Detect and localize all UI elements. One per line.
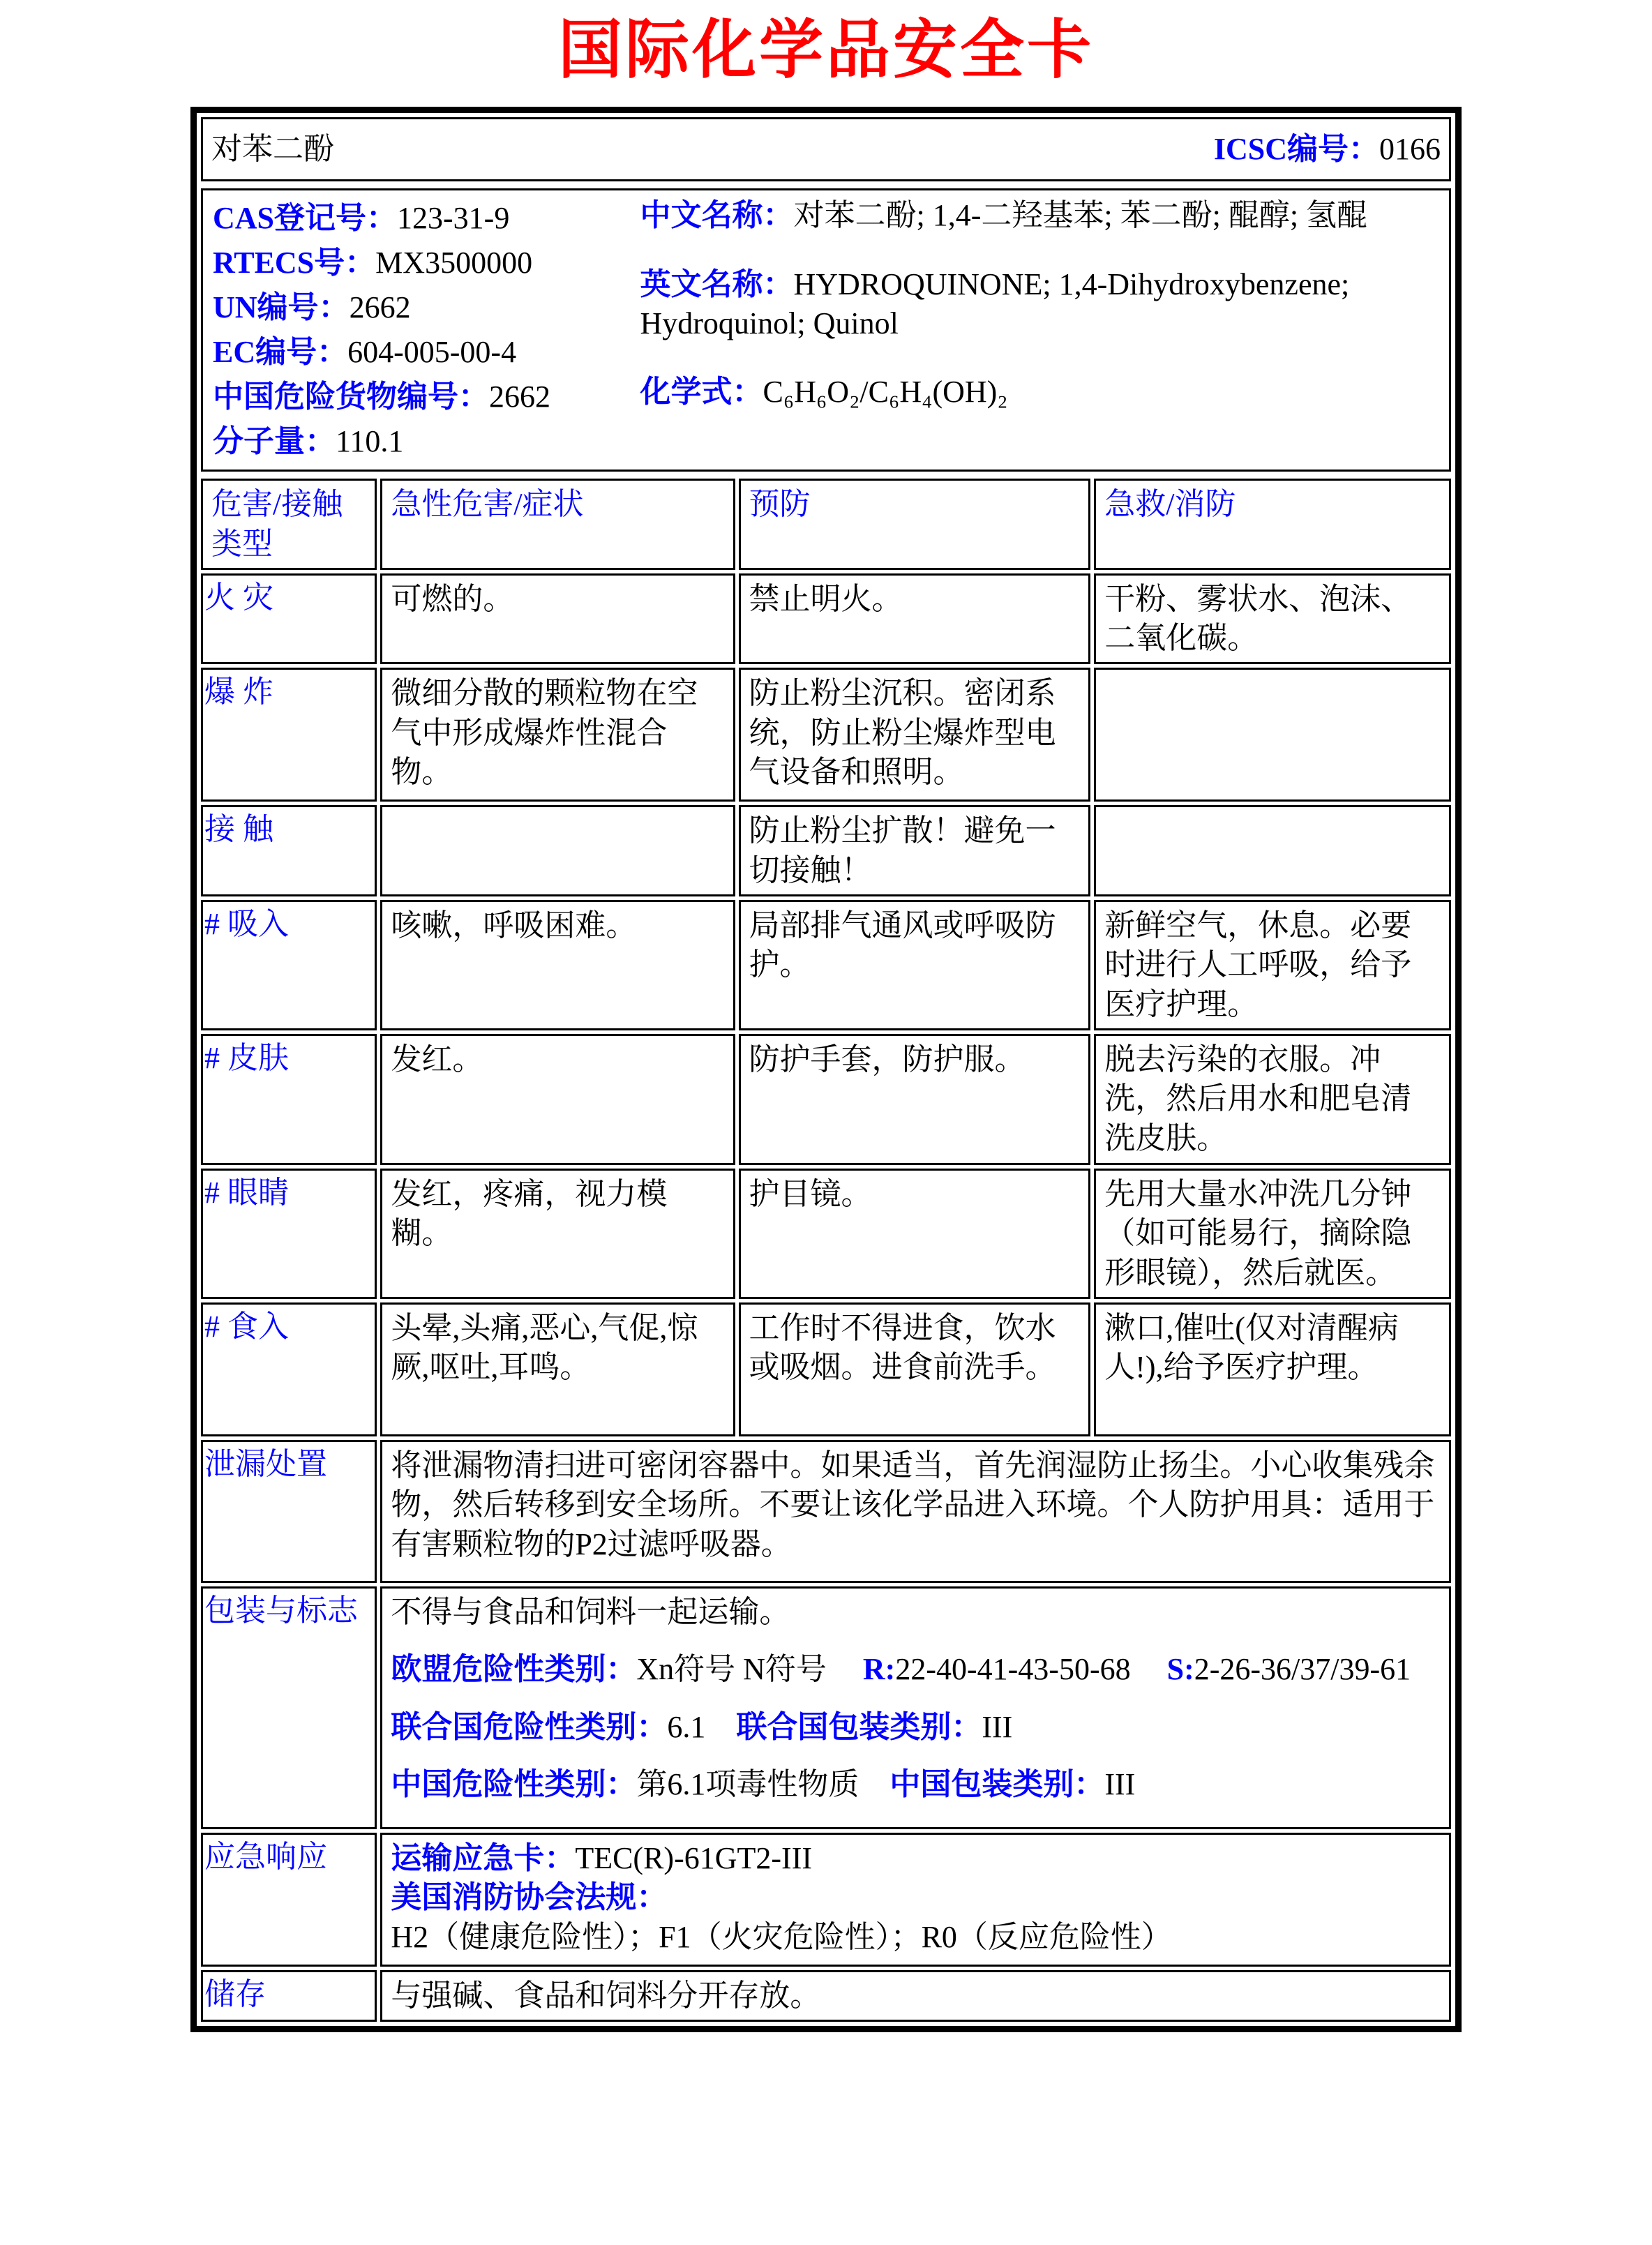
fire-prevention: 禁止明火。 (739, 573, 1091, 665)
identifier-value: 123-31-9 (397, 201, 510, 236)
ingestion-response: 漱口,催吐(仅对清醒病人!),给予医疗护理。 (1094, 1302, 1451, 1436)
packaging-labelling-row (201, 1586, 1451, 1829)
row-label-emergency: 应急响应 (201, 1833, 377, 1967)
ingestion-prevention: 工作时不得进食，饮水或吸烟。进食前洗手。 (739, 1302, 1091, 1436)
substance-header-cell (201, 117, 1451, 181)
emergency-response-content (380, 1833, 1451, 1967)
hazard-row-inhalation (201, 900, 1451, 1030)
exposure-prevention: 防止粉尘扩散！避免一切接触！ (739, 805, 1091, 896)
identifier-cas (213, 196, 636, 241)
identification-cell (201, 188, 1451, 472)
packaging-labelling-content (380, 1586, 1451, 1829)
english-name-value: HYDROQUINONE; 1,4-Dihydroxybenzene; Hydroquinol; Quinol (640, 266, 1350, 340)
row-label-exposure: 接 触 (201, 805, 377, 896)
row-label-skin: # 皮肤 (201, 1034, 377, 1165)
eu-classification-line (391, 1650, 1441, 1689)
header-prevention: 预防 (739, 479, 1091, 570)
s-phrases-value: 2-26-36/37/39-61 (1194, 1652, 1411, 1687)
tec-card-value: TEC(R)-61GT2-III (575, 1840, 812, 1875)
substance-name: 对苯二酚 (211, 132, 334, 167)
identifier-label: CAS登记号： (213, 201, 398, 236)
formula-value: C₆H₆O₂/C₆H₄(OH)₂ (763, 375, 1008, 410)
header-hazard-type: 危害/接触类型 (201, 479, 377, 570)
eyes-prevention: 护目镜。 (739, 1169, 1091, 1299)
name-list (636, 196, 1439, 464)
chinese-name-block (640, 196, 1439, 235)
tec-card-label: 运输应急卡： (391, 1840, 576, 1875)
row-label-spill: 泄漏处置 (201, 1440, 377, 1583)
storage-row (201, 1970, 1451, 2022)
hazard-row-explosion (201, 668, 1451, 802)
cn-pack-value: III (1104, 1766, 1136, 1801)
chinese-name-value: 对苯二酚; 1,4-二羟基苯; 苯二酚; 醌醇; 氢醌 (793, 198, 1368, 233)
identifier-list (213, 196, 636, 464)
identifier-un (213, 285, 636, 330)
page-title: 国际化学品安全卡 (557, 15, 1094, 86)
un-pack-label: 联合国包装类别： (736, 1709, 982, 1744)
r-phrases-label: R: (862, 1652, 896, 1687)
identifier-label: 分子量： (213, 424, 336, 459)
hazard-row-fire (201, 573, 1451, 665)
inhalation-symptoms: 咳嗽，呼吸困难。 (380, 900, 735, 1030)
row-label-explosion: 爆 炸 (201, 668, 377, 802)
row-label-packaging: 包装与标志 (201, 1586, 377, 1829)
storage-text: 与强碱、食品和饲料分开存放。 (380, 1970, 1451, 2022)
eu-class-label: 欧盟危险性类别： (391, 1652, 637, 1687)
identifier-mol-weight (213, 419, 636, 464)
hazard-row-eyes (201, 1169, 1451, 1299)
english-name-block (640, 265, 1439, 344)
header-response: 急救/消防 (1094, 479, 1451, 570)
inhalation-prevention: 局部排气通风或呼吸防护。 (739, 900, 1091, 1030)
identifier-value: 2662 (489, 380, 550, 414)
nfpa-line (391, 1878, 1441, 1957)
skin-response: 脱去污染的衣服。冲洗，然后用水和肥皂清洗皮肤。 (1094, 1034, 1451, 1165)
formula-label: 化学式： (640, 375, 763, 410)
tec-card-line (391, 1839, 1441, 1878)
row-label-storage: 储存 (201, 1970, 377, 2022)
row-label-fire: 火 灾 (201, 573, 377, 665)
hazard-row-skin (201, 1034, 1451, 1165)
cn-classification-line (391, 1765, 1441, 1804)
explosion-response (1094, 668, 1451, 802)
identification-section (197, 185, 1455, 475)
emergency-response-row (201, 1833, 1451, 1967)
inhalation-response: 新鲜空气，休息。必要时进行人工呼吸，给予医疗护理。 (1094, 900, 1451, 1030)
chinese-name-label: 中文名称： (640, 198, 794, 233)
explosion-prevention: 防止粉尘沉积。密闭系统，防止粉尘爆炸型电气设备和照明。 (739, 668, 1091, 802)
fire-response: 干粉、雾状水、泡沫、二氧化碳。 (1094, 573, 1451, 665)
hazard-header-row (201, 479, 1451, 570)
identifier-rtecs (213, 241, 636, 285)
nfpa-label: 美国消防协会法规： (391, 1880, 668, 1915)
row-label-ingestion: # 食入 (201, 1302, 377, 1436)
eu-class-value: Xn符号 N符号 (636, 1652, 827, 1687)
spill-disposal-row (201, 1440, 1451, 1583)
fire-symptoms: 可燃的。 (380, 573, 735, 665)
identifier-value: MX3500000 (375, 246, 533, 280)
identifier-label: 中国危险货物编号： (213, 380, 489, 414)
un-class-value: 6.1 (667, 1709, 706, 1744)
exposure-symptoms (380, 805, 735, 896)
icsc-card (190, 107, 1462, 2032)
eyes-symptoms: 发红，疼痛，视力模糊。 (380, 1169, 735, 1299)
un-pack-value: III (982, 1709, 1013, 1744)
header-symptoms: 急性危害/症状 (380, 479, 735, 570)
formula-block (640, 373, 1439, 412)
row-label-eyes: # 眼睛 (201, 1169, 377, 1299)
hazard-row-exposure (201, 805, 1451, 896)
english-name-label: 英文名称： (640, 266, 794, 301)
identifier-ec (213, 330, 636, 375)
skin-prevention: 防护手套，防护服。 (739, 1034, 1091, 1165)
s-phrases-label: S: (1166, 1652, 1194, 1687)
substance-header-section (197, 114, 1455, 185)
un-class-label: 联合国危险性类别： (391, 1709, 668, 1744)
identifier-label: UN编号： (213, 290, 350, 325)
icsc-number-value: 0166 (1379, 132, 1441, 167)
identifier-value: 110.1 (336, 424, 404, 459)
spill-disposal-text: 将泄漏物清扫进可密闭容器中。如果适当，首先润湿防止扬尘。小心收集残余物，然后转移到安全场所。不要让该化学品进入环境。个人防护用具：适用于有害颗粒物的P2过滤呼吸器。 (380, 1440, 1451, 1583)
identifier-value: 604-005-00-4 (347, 335, 517, 370)
r-phrases-value: 22-40-41-43-50-68 (895, 1652, 1131, 1687)
identifier-label: EC编号： (213, 335, 348, 370)
identifier-label: RTECS号： (213, 246, 376, 280)
ingestion-symptoms: 头晕,头痛,恶心,气促,惊厥,呕吐,耳鸣。 (380, 1302, 735, 1436)
identifier-value: 2662 (349, 290, 411, 325)
un-classification-line (391, 1708, 1441, 1747)
cn-class-value: 第6.1项毒性物质 (636, 1766, 859, 1801)
exposure-response (1094, 805, 1451, 896)
nfpa-value: H2（健康危险性）；F1（火灾危险性）；R0（反应危险性） (391, 1919, 1172, 1954)
hazard-row-ingestion (201, 1302, 1451, 1436)
hazard-table (197, 475, 1455, 2025)
skin-symptoms: 发红。 (380, 1034, 735, 1165)
icsc-number-group (1214, 130, 1441, 169)
icsc-number-label: ICSC编号： (1213, 132, 1379, 167)
cn-pack-label: 中国包装类别： (889, 1766, 1105, 1801)
identifier-china-dg (213, 375, 636, 419)
eyes-response: 先用大量水冲洗几分钟（如可能易行，摘除隐形眼镜），然后就医。 (1094, 1169, 1451, 1299)
transport-note (391, 1593, 1441, 1632)
row-label-inhalation: # 吸入 (201, 900, 377, 1030)
cn-class-label: 中国危险性类别： (391, 1766, 637, 1801)
explosion-symptoms: 微细分散的颗粒物在空气中形成爆炸性混合物。 (380, 668, 735, 802)
transport-note-text: 不得与食品和饲料一起运输。 (391, 1594, 790, 1629)
